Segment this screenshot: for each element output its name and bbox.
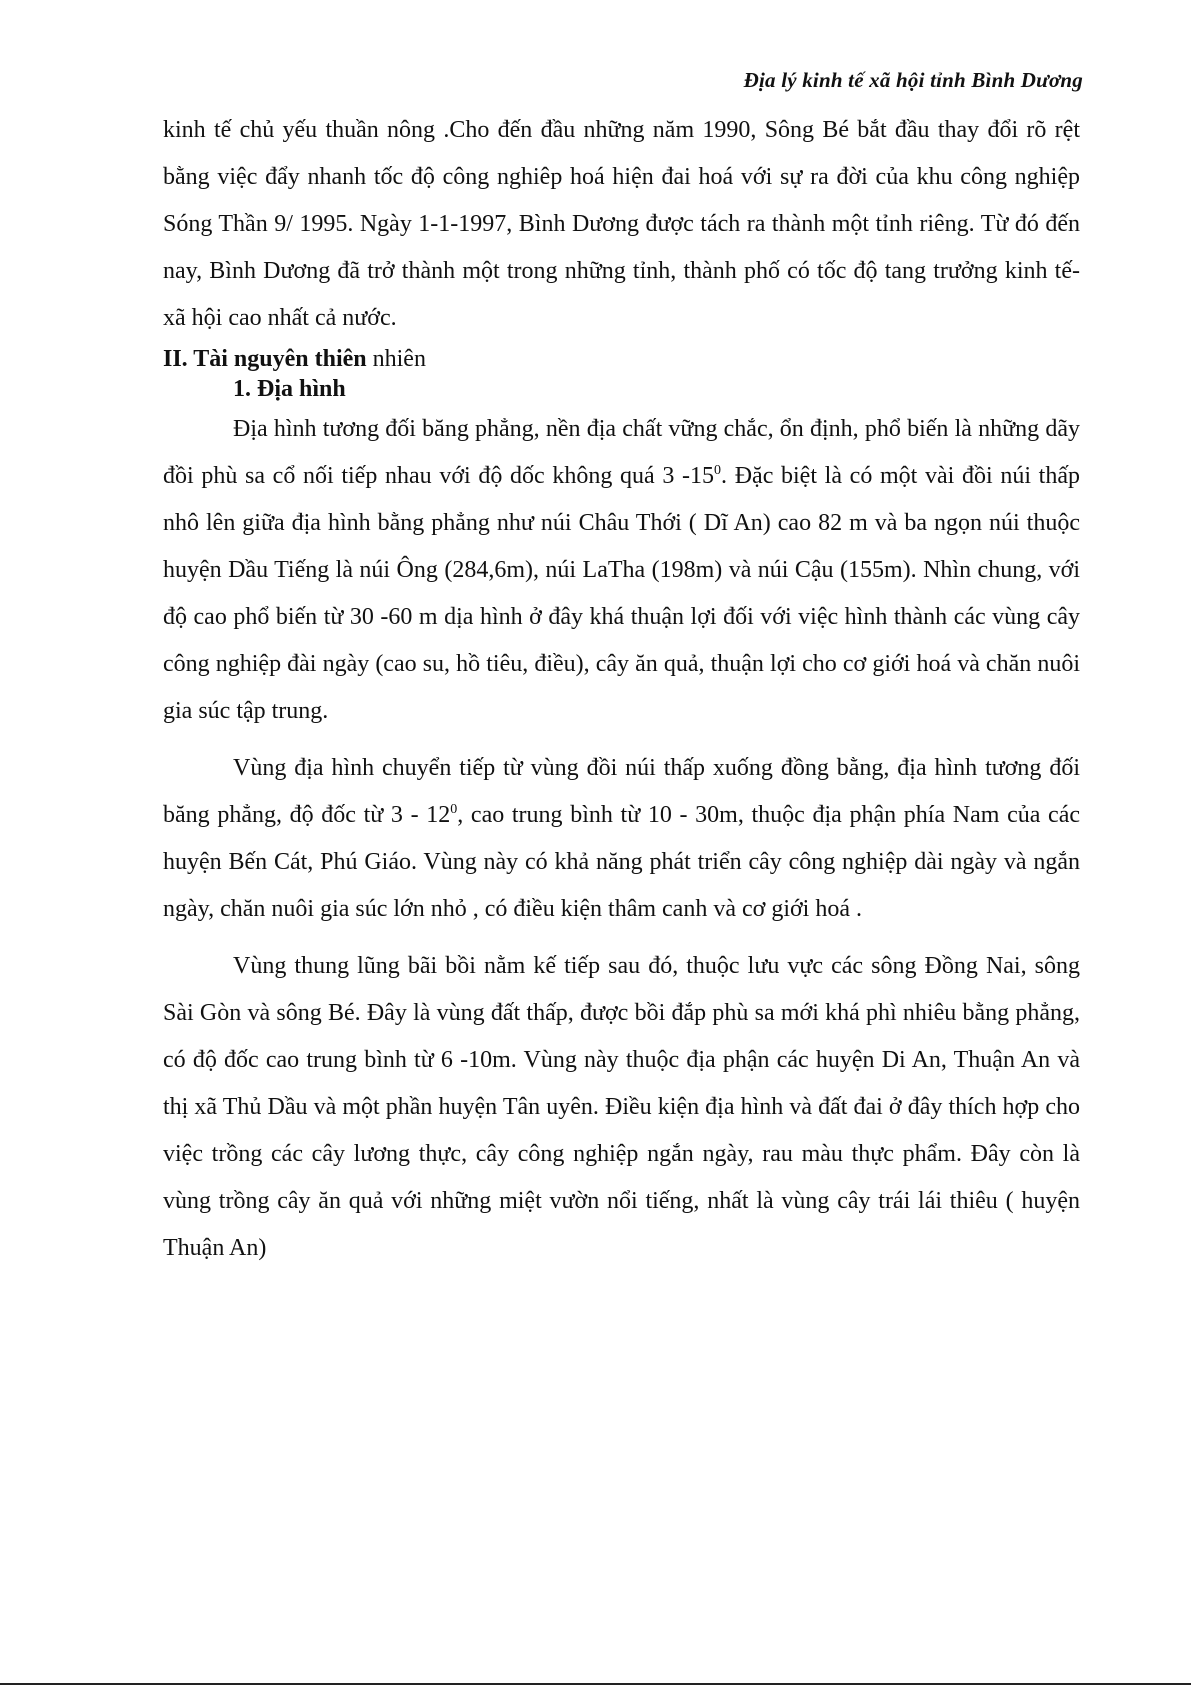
paragraph-2-text-a: Vùng địa hình chuyển tiếp từ vùng đồi núi thấp xuống đồng bằng, địa hình tương đối băng phẳng, độ đốc từ 3 - 12 bbox=[163, 755, 1080, 828]
paragraph-gap bbox=[163, 735, 1080, 745]
section-heading-bold: II. Tài nguyên thiên bbox=[163, 346, 367, 372]
paragraph-2-degree-sup: 0 bbox=[450, 802, 458, 817]
paragraph-1-degree-sup: 0 bbox=[714, 463, 722, 478]
sub-heading: 1. Địa hình bbox=[233, 376, 346, 402]
intro-paragraph: kinh tế chủ yếu thuần nông .Cho đến đầu những năm 1990, Sông Bé bắt đầu thay đổi rõ rệt bằng việc đẩy nhanh tốc độ công nghiêp hoá hiện đai hoá với sự ra đời của khu công nghiệp Sóng Thần 9/ 1995. Ngày 1-1-1997, Bình Dương được tách ra thành một tỉnh riêng. Từ đó đến nay, Bình Dương đã trở thành một trong những tỉnh, thành phố có tốc độ tang trưởng kinh tế-xã hội cao nhất cả nước. bbox=[163, 117, 1080, 331]
paragraph-1-text-a: Địa hình tương đối băng phẳng, nền địa chất vững chắc, ổn định, phổ biến là những dãy đồi phù sa cổ nối tiếp nhau với độ dốc không quá 3 -15 bbox=[163, 416, 1080, 489]
running-header: Địa lý kinh tế xã hội tỉnh Bình Dương bbox=[743, 68, 1083, 92]
section-heading-regular: nhiên bbox=[366, 346, 426, 372]
paragraph-terrain-floodplain: Vùng thung lũng bãi bồi nằm kế tiếp sau đó, thuộc lưu vực các sông Đồng Nai, sông Sài Gòn và sông Bé. Đây là vùng đất thấp, được bồi đắp phù sa mới khá phì nhiêu bằng phẳng, có độ đốc cao trung bình từ 6 -10m. Vùng này thuộc địa phận các huyện Di An, Thuận An và thị xã Thủ Dầu và một phần huyện Tân uyên. Điều kiện địa hình và đất đai ở đây thích hợp cho việc trồng các cây lương thực, cây công nghiệp ngắn ngày, rau màu thực phẩm. Đây còn là vùng trồng cây ăn quả với những miệt vườn nổi tiếng, nhất là vùng cây trái lái thiêu ( huyện Thuận An) bbox=[163, 953, 1080, 1261]
section-heading bbox=[163, 344, 1080, 374]
paragraph-gap bbox=[163, 933, 1080, 943]
document-body bbox=[163, 107, 1080, 1272]
paragraph-terrain-hills bbox=[163, 406, 1080, 735]
paragraph-1-text-b: . Đặc biệt là có một vài đồi núi thấp nhô lên giữa địa hình bằng phẳng như núi Châu Thới ( Dĩ An) cao 82 m và ba ngọn núi thuộc huyện Dầu Tiếng là núi Ông (284,6m), núi LaTha (198m) và núi Cậu (155m). Nhìn chung, với độ cao phổ biến từ 30 -60 m dịa hình ở đây khá thuận lợi đối với việc hình thành các vùng cây công nghiệp đài ngày (cao su, hồ tiêu, điều), cây ăn quả, thuận lợi cho cơ giới hoá và chăn nuôi gia súc tập trung. bbox=[163, 463, 1080, 724]
paragraph-2-text-b: , cao trung bình từ 10 - 30m, thuộc địa phận phía Nam của các huyện Bến Cát, Phú Giáo. Vùng này có khả năng phát triển cây công nghiệp dài ngày và ngắn ngày, chăn nuôi gia súc lớn nhỏ , có điều kiện thâm canh và cơ giới hoá . bbox=[163, 802, 1080, 922]
paragraph-terrain-transition bbox=[163, 745, 1080, 933]
